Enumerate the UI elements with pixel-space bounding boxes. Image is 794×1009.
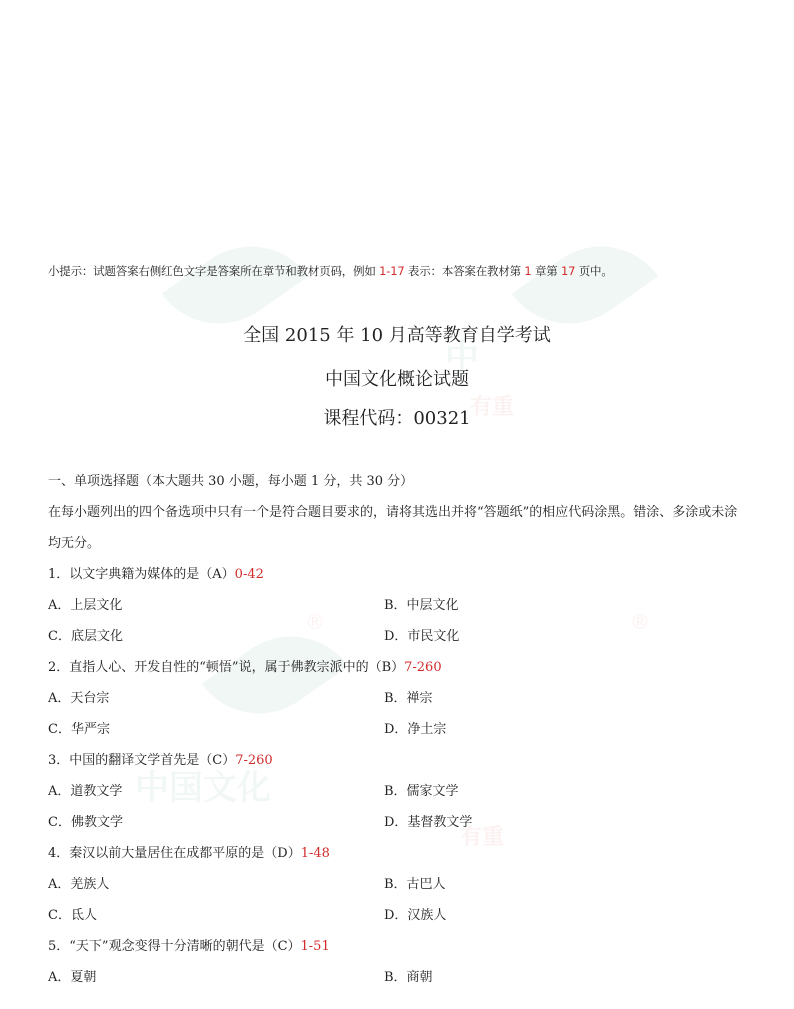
answer-reference: 0-42 <box>234 567 264 582</box>
hint-chapter-suffix: 章第 <box>531 264 562 278</box>
options-row <box>48 968 748 999</box>
option-c: C．底层文化 <box>48 629 123 644</box>
question-4 <box>48 844 748 875</box>
watermark-registered-1: ® <box>305 610 325 634</box>
section-heading: 一、单项选择题（本大题共 30 小题，每小题 1 分，共 30 分） <box>48 474 414 489</box>
options-row <box>48 596 748 627</box>
option-c: C．氐人 <box>48 908 97 923</box>
section-instructions: 在每小题列出的四个备选项中只有一个是符合题目要求的，请将其选出并将“答题纸”的相应代码涂黑。错涂、多涂或未涂均无分。 <box>48 505 738 551</box>
options-row <box>48 689 748 720</box>
hint-chapter: 1 <box>524 264 532 278</box>
option-d: D．汉族人 <box>384 908 447 923</box>
question-stem: 2．直指人心、开发自性的“顿悟”说，属于佛教宗派中的（B） <box>48 660 405 675</box>
option-b: B．古巴人 <box>384 877 446 892</box>
watermark-leaf-2 <box>520 250 650 320</box>
question-3 <box>48 751 748 782</box>
options-row <box>48 813 748 844</box>
watermark-leaf-1 <box>170 250 300 320</box>
option-a: A．上层文化 <box>48 598 123 613</box>
watermark-text-2: 有重 <box>470 395 515 420</box>
option-a: A．道教文学 <box>48 784 123 799</box>
question-stem: 5．“天下”观念变得十分清晰的朝代是（C） <box>48 939 301 954</box>
hint-suffix: 页中。 <box>575 264 613 278</box>
options-row <box>48 627 748 658</box>
options-row <box>48 782 748 813</box>
watermark-registered-2: ® <box>630 610 650 634</box>
answer-reference: 1-48 <box>300 846 330 861</box>
watermark-text-1: 中 <box>445 338 479 378</box>
question-stem: 1．以文字典籍为媒体的是（A） <box>48 567 235 582</box>
question-5 <box>48 937 748 968</box>
question-stem: 4．秦汉以前大量居住在成都平原的是（D） <box>48 846 301 861</box>
options-row <box>48 875 748 906</box>
option-d: D．市民文化 <box>384 629 460 644</box>
option-c: C．华严宗 <box>48 722 110 737</box>
subject-title: 中国文化概论试题 <box>325 369 469 390</box>
question-section <box>48 472 748 999</box>
option-d: D．基督教文学 <box>384 815 473 830</box>
answer-reference: 7-260 <box>404 660 442 675</box>
answer-reference: 1-51 <box>300 939 330 954</box>
options-row <box>48 720 748 751</box>
option-d: D．净土宗 <box>384 722 447 737</box>
hint-page: 17 <box>561 264 576 278</box>
question-stem: 3．中国的翻译文学首先是（C） <box>48 753 236 768</box>
hint-example-ref: 1-17 <box>379 264 405 278</box>
course-code: 课程代码：00321 <box>323 408 471 429</box>
option-b: B．儒家文学 <box>384 784 459 799</box>
hint-middle: 表示：本答案在教材第 <box>404 264 525 278</box>
option-b: B．禅宗 <box>384 691 433 706</box>
exam-title: 全国 2015 年 10 月高等教育自学考试 <box>243 325 551 346</box>
options-row <box>48 906 748 937</box>
question-2 <box>48 658 748 689</box>
option-a: A．羌族人 <box>48 877 110 892</box>
option-a: A．夏朝 <box>48 970 97 985</box>
option-b: B．中层文化 <box>384 598 459 613</box>
question-1 <box>48 565 748 596</box>
option-a: A．天台宗 <box>48 691 110 706</box>
watermark-text-4: 有重 <box>460 825 505 850</box>
watermark-text-3: 中国文化 <box>135 768 271 808</box>
option-c: C．佛教文学 <box>48 815 123 830</box>
hint-line <box>48 263 613 279</box>
hint-prefix: 小提示：试题答案右侧红色文字是答案所在章节和教材页码，例如 <box>48 264 380 278</box>
answer-reference: 7-260 <box>235 753 273 768</box>
option-b: B．商朝 <box>384 970 433 985</box>
